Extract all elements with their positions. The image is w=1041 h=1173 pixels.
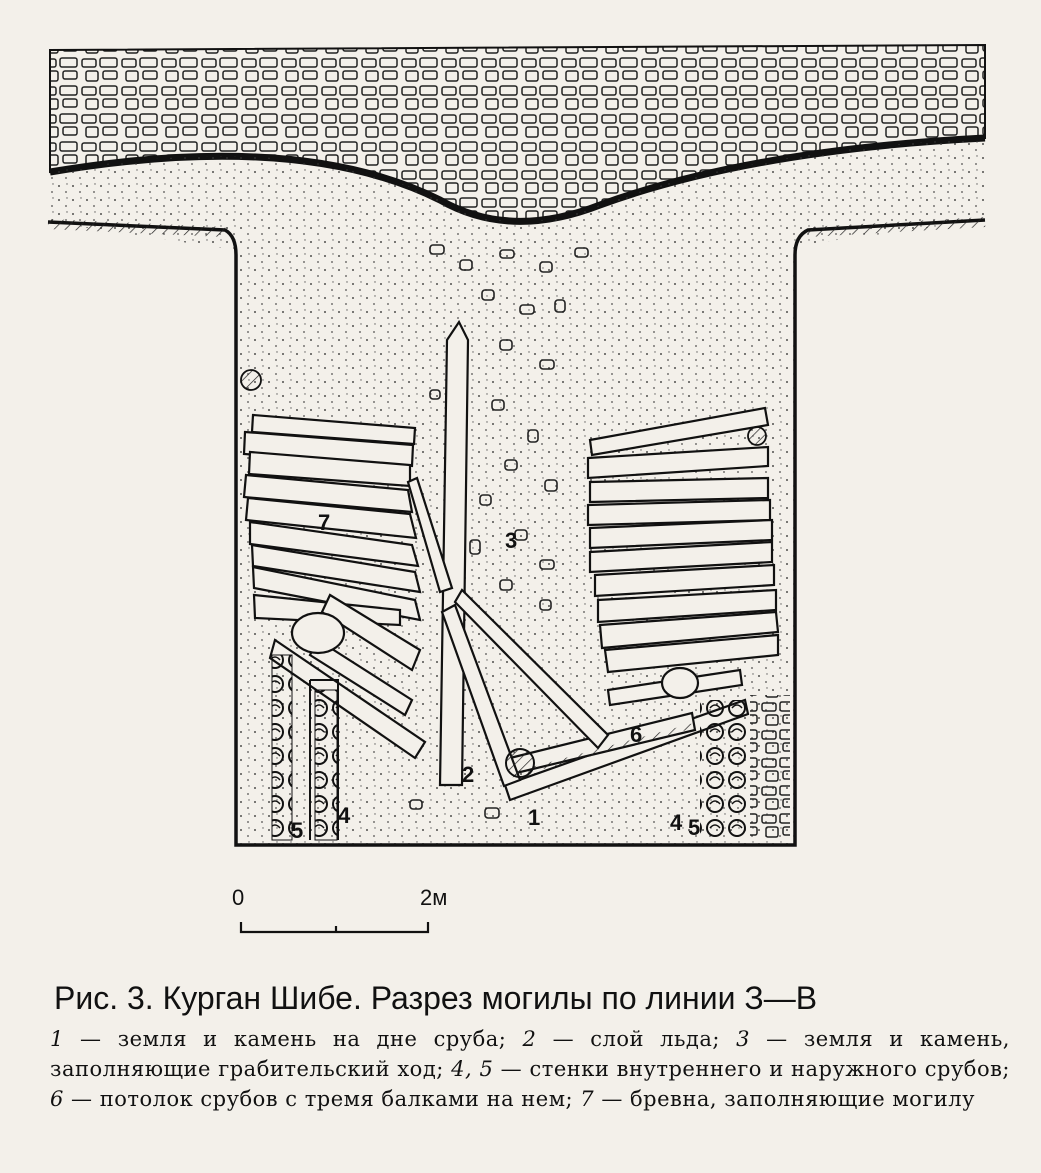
figure-caption bbox=[50, 978, 1010, 1114]
label-7: 7 bbox=[318, 510, 331, 535]
log-end-top-left bbox=[241, 370, 261, 390]
legend-text-4-5: — стенки внутреннего и наружного срубов; bbox=[493, 1057, 1010, 1081]
scale-bar bbox=[232, 885, 447, 932]
balk-right bbox=[662, 668, 698, 698]
legend-text-1: — земля и камень на дне сруба; bbox=[63, 1027, 523, 1051]
inner-wall-left bbox=[315, 690, 337, 840]
legend-num-7: 7 bbox=[580, 1087, 595, 1111]
legend-num-6: 6 bbox=[50, 1087, 64, 1111]
legend-num-2: 2 bbox=[522, 1027, 537, 1051]
legend-num-4-5: 4, 5 bbox=[451, 1057, 494, 1081]
label-4-left: 4 bbox=[338, 803, 351, 828]
outer-wall-right bbox=[700, 700, 750, 840]
scale-start: 0 bbox=[232, 885, 245, 910]
legend-text-2: — слой льда; bbox=[536, 1027, 737, 1051]
legend-text-3: — земля и камень, заполняющие грабительский ход; bbox=[50, 1027, 1010, 1081]
legend-text-6: — потолок срубов с тремя балками на нем; bbox=[63, 1087, 581, 1111]
label-4-right: 4 bbox=[670, 810, 683, 835]
outer-wall-left bbox=[272, 655, 292, 840]
pit-fill bbox=[48, 138, 985, 845]
legend-num-1: 1 bbox=[50, 1027, 64, 1051]
log-end-top-right bbox=[748, 427, 766, 445]
balk-center bbox=[506, 749, 534, 777]
label-5-right: 5 bbox=[688, 815, 701, 840]
legend-num-3: 3 bbox=[736, 1027, 750, 1051]
caption-title: Рис. 3. Курган Шибе. Разрез могилы по линии З—В bbox=[54, 980, 818, 1016]
label-2: 2 bbox=[462, 762, 475, 787]
fill-right bbox=[750, 695, 790, 840]
caption-legend bbox=[50, 1024, 1010, 1114]
scale-end: 2м bbox=[420, 885, 448, 910]
label-3: 3 bbox=[505, 528, 518, 553]
legend-text-7: — бревна, заполняющие могилу bbox=[594, 1087, 976, 1111]
balk-left bbox=[292, 613, 344, 653]
label-1: 1 bbox=[528, 805, 541, 830]
label-6: 6 bbox=[630, 722, 643, 747]
label-5-left: 5 bbox=[291, 818, 304, 843]
